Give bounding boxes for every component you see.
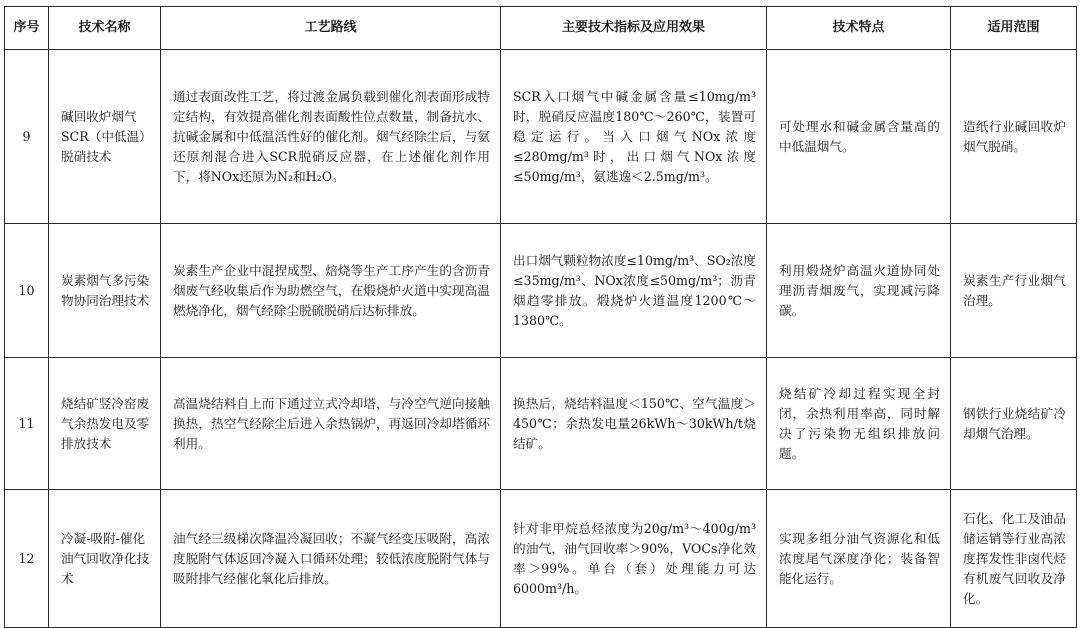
table-row [5, 358, 1077, 490]
header-name: 技术名称 [49, 7, 161, 50]
technical-features: 可处理水和碱金属含量高的中低温烟气。 [767, 50, 951, 224]
technical-indicators: 出口烟气颗粒物浓度≤10mg/m³、SO₂浓度≤35mg/m³、NOx浓度≤50mg/m³；沥青烟趋零排放。煅烧炉火道温度1200℃～1380℃。 [501, 224, 767, 358]
row-number: 10 [5, 224, 49, 358]
row-number: 12 [5, 490, 49, 628]
row-number: 11 [5, 358, 49, 490]
technology-name: 烧结矿竖冷窑废气余热发电及零排放技术 [49, 358, 161, 490]
application-scope: 石化、化工及油品储运销等行业高浓度挥发性非卤代烃有机废气回收及净化。 [951, 490, 1077, 628]
header-scope: 适用范围 [951, 7, 1077, 50]
header-no: 序号 [5, 7, 49, 50]
application-scope: 炭素生产行业烟气治理。 [951, 224, 1077, 358]
header-process: 工艺路线 [161, 7, 501, 50]
technical-indicators: 换热后，烧结料温度＜150℃、空气温度＞450℃；余热发电量26kWh～30kWh/t烧结矿。 [501, 358, 767, 490]
technology-name: 冷凝-吸附-催化油气回收净化技术 [49, 490, 161, 628]
table-row [5, 50, 1077, 224]
technical-indicators: SCR入口烟气中碱金属含量≤10mg/m³时，脱硝反应温度180℃～260℃，装置可稳定运行。当入口烟气NOx浓度≤280mg/m³时，出口烟气NOx浓度≤50mg/m³，氨逃逸＜2.5mg/m³。 [501, 50, 767, 224]
technical-features: 烧结矿冷却过程实现全封闭，余热利用率高，同时解决了污染物无组织排放问题。 [767, 358, 951, 490]
header-features: 技术特点 [767, 7, 951, 50]
table-row [5, 490, 1077, 628]
row-number: 9 [5, 50, 49, 224]
table-row [5, 224, 1077, 358]
process-route: 高温烧结料自上而下通过立式冷却塔，与冷空气逆向接触换热，热空气经除尘后进入余热锅炉，再返回冷却塔循环利用。 [161, 358, 501, 490]
table-header-row [5, 7, 1077, 50]
technical-features: 利用煅烧炉高温火道协同处理沥青烟废气，实现减污降碳。 [767, 224, 951, 358]
process-route: 油气经三级梯次降温冷凝回收；不凝气经变压吸附，高浓度脱附气体返回冷凝入口循环处理；较低浓度脱附气体与吸附排气经催化氧化后排放。 [161, 490, 501, 628]
technical-indicators: 针对非甲烷总烃浓度为20g/m³～400g/m³的油气，油气回收率＞90%，VOCs净化效率＞99%。单台（套）处理能力可达6000m³/h。 [501, 490, 767, 628]
application-scope: 造纸行业碱回收炉烟气脱硝。 [951, 50, 1077, 224]
technology-name: 炭素烟气多污染物协同治理技术 [49, 224, 161, 358]
process-route: 炭素生产企业中混捏成型、焙烧等生产工序产生的含沥青烟废气经收集后作为助燃空气，在煅烧炉火道中实现高温燃烧净化，烟气经除尘脱硫脱硝后达标排放。 [161, 224, 501, 358]
process-route: 通过表面改性工艺，将过渡金属负载到催化剂表面形成特定结构，有效提高催化剂表面酸性位点数量，制备抗水、抗碱金属和中低温活性好的催化剂。烟气经除尘后，与氨还原剂混合进入SCR脱硝反应器，在上述催化剂作用下，将NOx还原为N₂和H₂O。 [161, 50, 501, 224]
application-scope: 钢铁行业烧结矿冷却烟气治理。 [951, 358, 1077, 490]
technology-table [4, 6, 1077, 628]
header-indicators: 主要技术指标及应用效果 [501, 7, 767, 50]
technology-table-page [4, 6, 1076, 628]
technology-name: 碱回收炉烟气SCR（中低温）脱硝技术 [49, 50, 161, 224]
technical-features: 实现多组分油气资源化和低浓度尾气深度净化；装备智能化运行。 [767, 490, 951, 628]
